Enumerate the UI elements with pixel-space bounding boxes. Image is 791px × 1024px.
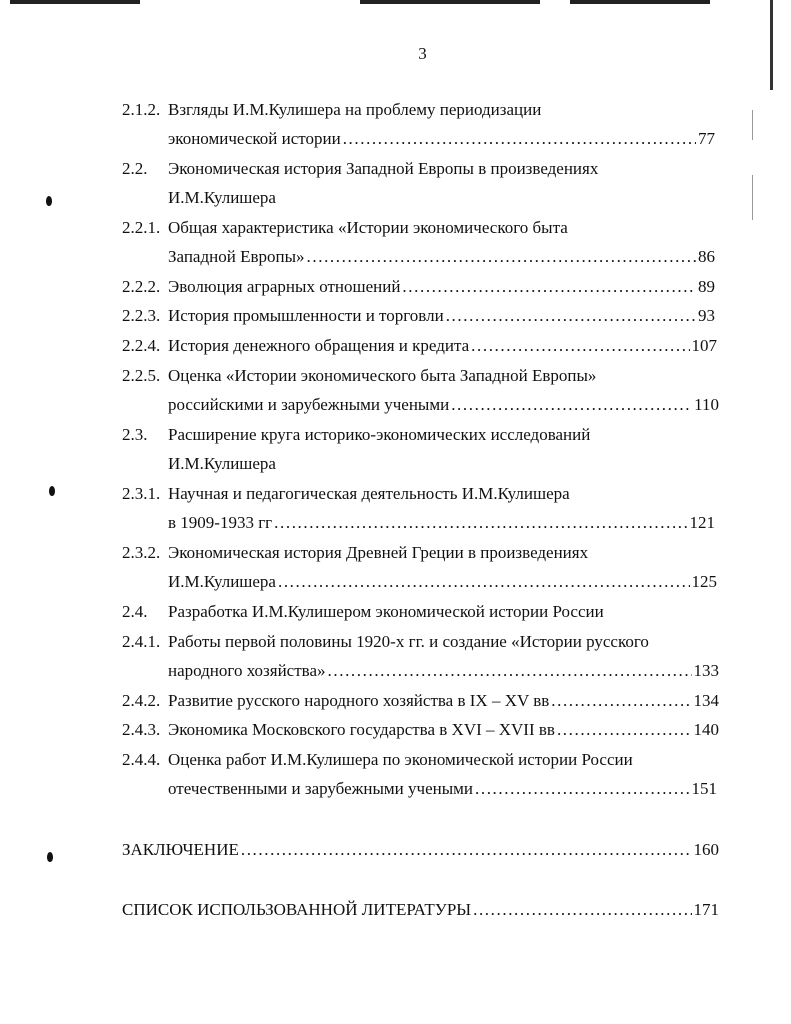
toc-entry-line — [122, 691, 719, 711]
toc-entry-title: Расширение круга историко-экономических исследований — [168, 425, 591, 444]
toc-entry-page: 77 — [698, 129, 715, 148]
toc-entry-title-cont: Западной Европы» — [168, 247, 305, 266]
toc-entry-num: 2.4.4. — [122, 750, 161, 769]
scan-right-tick — [752, 175, 753, 220]
toc-entry-title: Разработка И.М.Кулишером экономической истории России — [168, 602, 604, 621]
toc-entry-page: 140 — [693, 720, 719, 739]
toc-entry-title: ЗАКЛЮЧЕНИЕ — [122, 840, 239, 859]
toc-entry-title-cont: И.М.Кулишера — [168, 572, 276, 591]
toc-entry-title-cont: российскими и зарубежными учеными — [168, 395, 450, 414]
toc-entry-num: 2.2.5. — [122, 366, 161, 385]
toc-entry-page: 86 — [698, 247, 715, 266]
binder-hole-mark — [47, 852, 53, 862]
toc-leader-dots — [343, 129, 696, 149]
toc-entry-title-cont: народного хозяйства» — [168, 661, 326, 680]
scan-top-rule — [10, 0, 140, 4]
toc-entry-page: 107 — [691, 336, 717, 355]
toc-entry-line — [168, 247, 715, 267]
toc-leader-dots — [473, 900, 691, 920]
toc-entry-title: Оценка «Истории экономического быта Западной Европы» — [168, 366, 597, 385]
toc-entry-number — [122, 218, 568, 238]
toc-conclusion — [122, 840, 719, 860]
toc-entry-num: 2.1.2. — [122, 100, 161, 119]
toc-entry-title: История денежного обращения и кредита — [168, 336, 470, 355]
toc-entry-title: Взгляды И.М.Кулишера на проблему периодизации — [168, 100, 542, 119]
toc-entry-line — [122, 306, 715, 326]
toc-leader-dots — [241, 840, 692, 860]
toc-entry-number — [122, 632, 649, 652]
toc-bibliography — [122, 900, 719, 920]
toc-entry-num: 2.3. — [122, 425, 148, 444]
toc-entry-page: 134 — [693, 691, 719, 710]
toc-entry-line — [168, 188, 276, 208]
toc-leader-dots — [471, 336, 689, 356]
toc-entry-number — [122, 543, 588, 563]
toc-entry-title: Оценка работ И.М.Кулишера по экономической истории России — [168, 750, 633, 769]
scan-top-rule — [570, 0, 710, 4]
toc-leader-dots — [278, 572, 690, 592]
toc-entry-num: 2.3.2. — [122, 543, 161, 562]
toc-entry-page: 125 — [691, 572, 717, 591]
toc-entry-title: Эволюция аграрных отношений — [168, 277, 401, 296]
toc-entry-line — [168, 513, 715, 533]
toc-entry-title: Экономика Московского государства в XVI – XVII вв — [168, 720, 555, 739]
toc-entry-title: СПИСОК ИСПОЛЬЗОВАННОЙ ЛИТЕРАТУРЫ — [122, 900, 472, 919]
toc-leader-dots — [446, 306, 696, 326]
toc-entry-num: 2.2.2. — [122, 277, 161, 296]
toc-entry-title: Научная и педагогическая деятельность И.М.Кулишера — [168, 484, 570, 503]
toc-entry-num: 2.2. — [122, 159, 148, 178]
toc-entry-line — [168, 779, 717, 799]
toc-leader-dots — [274, 513, 687, 533]
toc-entry-title: История промышленности и торговли — [168, 306, 444, 325]
toc-entry-line — [168, 129, 715, 149]
toc-leader-dots — [551, 691, 691, 711]
scan-right-tick — [752, 110, 753, 140]
toc-entry-number — [122, 750, 633, 770]
toc-entry-number — [122, 100, 541, 120]
toc-section-heading — [122, 159, 598, 179]
toc-entry-num: 2.2.4. — [122, 336, 161, 355]
toc-entry-page: 151 — [691, 779, 717, 798]
toc-entry-title: Общая характеристика «Истории экономического быта — [168, 218, 568, 237]
toc-entry-page: 133 — [693, 661, 719, 680]
toc-entry-num: 2.4. — [122, 602, 148, 621]
toc-entry-title-cont: отечественными и зарубежными учеными — [168, 779, 473, 798]
toc-section-heading — [122, 425, 590, 445]
binder-hole-mark — [46, 196, 52, 206]
toc-entry-page: 121 — [689, 513, 715, 532]
toc-entry-page: 110 — [694, 395, 719, 414]
toc-leader-dots — [475, 779, 690, 799]
toc-entry-line — [122, 277, 715, 297]
toc-section-heading — [122, 602, 604, 622]
toc-entry-title: Экономическая история Древней Греции в произведениях — [168, 543, 589, 562]
toc-leader-dots — [402, 277, 696, 297]
page-number: 3 — [418, 44, 427, 63]
toc-entry-title: Экономическая история Западной Европы в произведениях — [168, 159, 599, 178]
toc-entry-line — [168, 395, 719, 415]
toc-entry-num: 2.2.3. — [122, 306, 161, 325]
toc-entry-page: 171 — [693, 900, 719, 919]
toc-entry-title: Развитие русского народного хозяйства в IX – XV вв — [168, 691, 550, 710]
toc-entry-page: 93 — [698, 306, 715, 325]
toc-entry-num: 2.2.1. — [122, 218, 161, 237]
toc-entry-line — [122, 720, 719, 740]
toc-entry-title: Работы первой половины 1920-х гг. и создание «Истории русского — [168, 632, 649, 651]
binder-hole-mark — [49, 486, 55, 496]
toc-entry-title-cont: И.М.Кулишера — [168, 454, 276, 473]
toc-entry-title-cont: в 1909-1933 гг — [168, 513, 273, 532]
toc-entry-num: 2.4.3. — [122, 720, 161, 739]
toc-entry-title-cont: И.М.Кулишера — [168, 188, 276, 207]
toc-leader-dots — [451, 395, 692, 415]
toc-entry-number — [122, 484, 570, 504]
toc-entry-title-cont: экономической истории — [168, 129, 341, 148]
toc-entry-line — [168, 572, 717, 592]
toc-entry-line — [122, 336, 717, 356]
scan-top-rule — [360, 0, 540, 4]
toc-entry-page: 89 — [698, 277, 715, 296]
toc-entry-page: 160 — [693, 840, 719, 859]
toc-entry-num: 2.3.1. — [122, 484, 161, 503]
toc-entry-num: 2.4.1. — [122, 632, 161, 651]
toc-leader-dots — [328, 661, 692, 681]
toc-entry-num: 2.4.2. — [122, 691, 161, 710]
toc-leader-dots — [557, 720, 692, 740]
toc-entry-number — [122, 366, 596, 386]
toc-entry-line — [168, 454, 276, 474]
toc-entry-line — [168, 661, 719, 681]
toc-leader-dots — [307, 247, 696, 267]
